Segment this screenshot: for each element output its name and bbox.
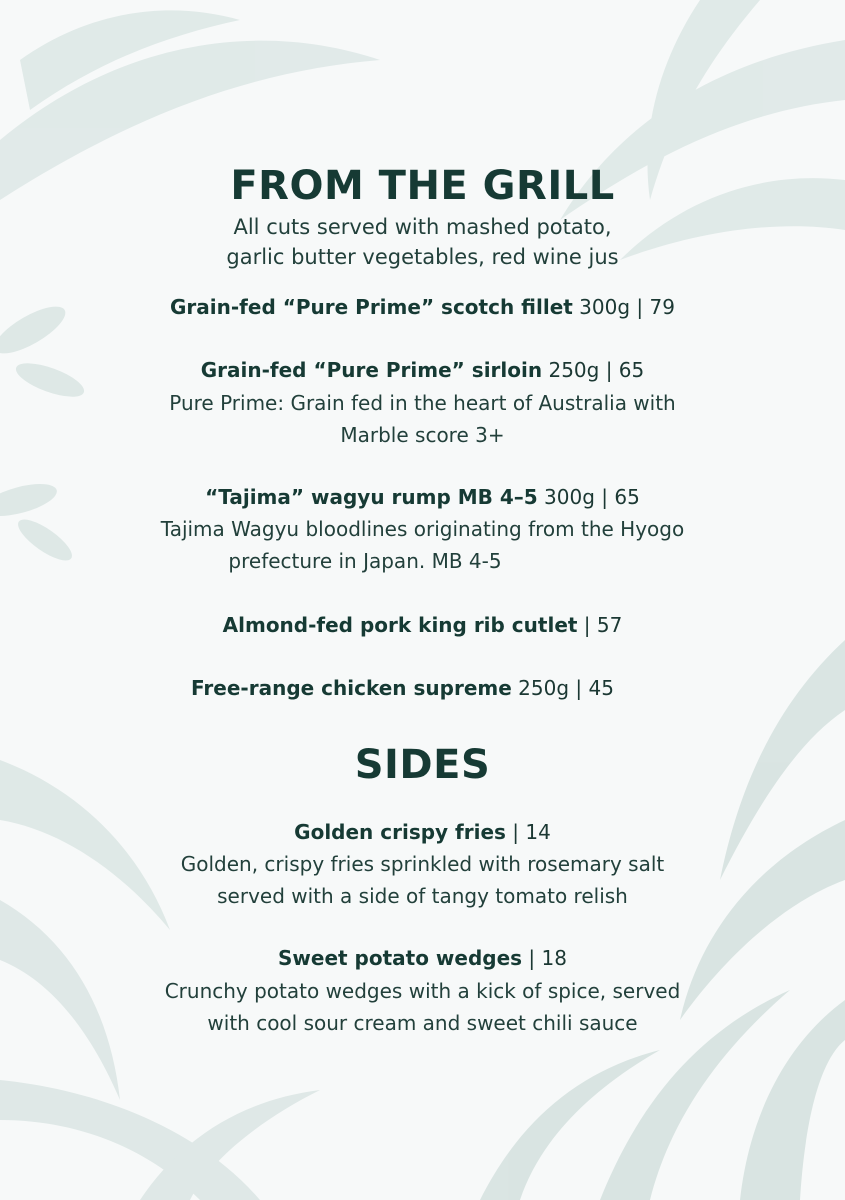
- menu-item: [60, 942, 785, 974]
- menu-item: [60, 481, 785, 513]
- item-description-line-1: Pure Prime: Grain fed in the heart of Australia with: [169, 391, 676, 415]
- item-price: 250g | 65: [542, 358, 645, 382]
- item-price: 300g | 65: [537, 485, 640, 509]
- item-name: Almond-fed pork king rib cutlet: [222, 613, 578, 637]
- item-price: | 57: [577, 613, 623, 637]
- item-name: Free-range chicken supreme: [191, 676, 512, 700]
- item-price: 250g | 45: [511, 676, 614, 700]
- item-price: | 14: [505, 820, 551, 844]
- menu-item: [60, 291, 785, 323]
- item-name: Sweet potato wedges: [278, 946, 523, 970]
- menu-item: [60, 816, 785, 848]
- menu-item: [60, 354, 785, 386]
- grill-section-title: FROM THE GRILL: [230, 163, 615, 209]
- item-price: | 18: [522, 946, 567, 970]
- item-description-line-2: Marble score 3+: [340, 423, 505, 447]
- sides-section-title: SIDES: [354, 742, 491, 788]
- grill-subtitle-line-2: garlic butter vegetables, red wine jus: [226, 245, 619, 269]
- item-description-line-1: Golden, crispy fries sprinkled with rosemary salt: [180, 852, 665, 876]
- menu-item: [60, 609, 785, 641]
- item-description-line-2: prefecture in Japan. MB 4-5: [228, 549, 502, 573]
- item-description-line-1: Tajima Wagyu bloodlines originating from the Hyogo: [160, 517, 685, 541]
- item-description-line-2: with cool sour cream and sweet chili sauce: [207, 1011, 638, 1035]
- item-price: 300g | 79: [572, 295, 675, 319]
- item-name: Grain-fed “Pure Prime” scotch fillet: [170, 295, 573, 319]
- grill-subtitle-line-1: All cuts served with mashed potato,: [233, 215, 612, 239]
- item-name: Golden crispy fries: [294, 820, 506, 844]
- item-name: Grain-fed “Pure Prime” sirloin: [200, 358, 543, 382]
- item-name: “Tajima” wagyu rump MB 4–5: [205, 485, 538, 509]
- item-description-line-1: Crunchy potato wedges with a kick of spice, served: [164, 979, 681, 1003]
- menu-item: [40, 672, 765, 704]
- item-description-line-2: served with a side of tangy tomato relish: [217, 884, 628, 908]
